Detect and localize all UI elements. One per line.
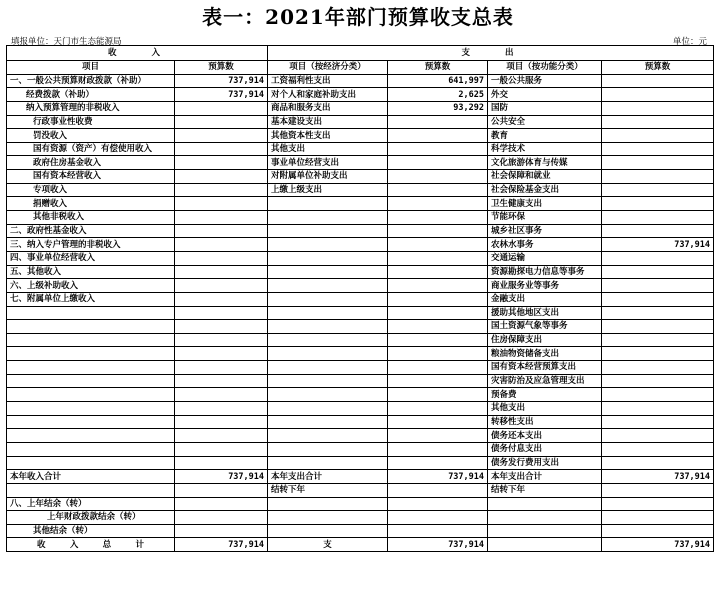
econ-item-cell (268, 238, 388, 252)
income-value-cell (175, 306, 268, 320)
carryover-row (7, 483, 714, 497)
income-value-cell (175, 292, 268, 306)
prior-other-label: 其他结余（转） (7, 524, 175, 538)
income-value-cell (175, 456, 268, 470)
income-value-cell (175, 197, 268, 211)
func-item-cell: 教育 (488, 129, 602, 143)
income-item-cell (7, 320, 175, 334)
income-item-cell (7, 306, 175, 320)
func-value-cell (602, 211, 714, 225)
econ-value-cell (388, 347, 488, 361)
econ-value-cell (388, 388, 488, 402)
func-value-cell (602, 456, 714, 470)
income-item-cell: 国有资源（资产）有偿使用收入 (7, 142, 175, 156)
econ-item-cell (268, 279, 388, 293)
func-item-cell: 金融支出 (488, 292, 602, 306)
grand-income-value: 737,914 (175, 538, 268, 552)
econ-item-cell (268, 224, 388, 238)
econ-value-cell (388, 361, 488, 375)
prior-fiscal-row (7, 511, 714, 525)
econ-item-cell (268, 442, 388, 456)
table-row (7, 456, 714, 470)
income-item-cell: 政府住房基金收入 (7, 156, 175, 170)
func-item-cell: 债务付息支出 (488, 442, 602, 456)
income-item-cell: 捐赠收入 (7, 197, 175, 211)
econ-value-cell (388, 142, 488, 156)
income-value-cell (175, 402, 268, 416)
income-value-cell (175, 251, 268, 265)
page-title: 表一：2021年部门预算收支总表 (202, 5, 514, 29)
income-value-cell (175, 170, 268, 184)
func-value-cell (602, 279, 714, 293)
econ-item-cell (268, 265, 388, 279)
col-header-income-budget: 预算数 (175, 61, 268, 75)
econ-value-cell (388, 251, 488, 265)
table-row (7, 361, 714, 375)
income-value-cell (175, 361, 268, 375)
econ-value-cell (388, 170, 488, 184)
func-item-cell: 文化旅游体育与传媒 (488, 156, 602, 170)
income-value-cell (175, 211, 268, 225)
econ-item-cell: 商品和服务支出 (268, 101, 388, 115)
col-header-econ-budget: 预算数 (388, 61, 488, 75)
econ-value-cell (388, 306, 488, 320)
table-row (7, 388, 714, 402)
func-item-cell: 援助其他地区支出 (488, 306, 602, 320)
econ-item-cell (268, 306, 388, 320)
func-item-cell: 商业服务业等事务 (488, 279, 602, 293)
table-row (7, 429, 714, 443)
income-item-cell: 国有资本经营收入 (7, 170, 175, 184)
econ-value-cell (388, 115, 488, 129)
income-item-cell: 七、附属单位上缴收入 (7, 292, 175, 306)
func-value-cell (602, 374, 714, 388)
expenditure-section-header: 支 出 (268, 46, 714, 61)
column-header-row (7, 61, 714, 75)
col-header-func-item: 项目（按功能分类） (488, 61, 602, 75)
func-value-cell (602, 142, 714, 156)
col-header-func-budget: 预算数 (602, 61, 714, 75)
econ-value-cell (388, 211, 488, 225)
income-item-cell (7, 442, 175, 456)
table-row (7, 374, 714, 388)
func-item-cell: 科学技术 (488, 142, 602, 156)
func-value-cell (602, 129, 714, 143)
func-item-cell: 国防 (488, 101, 602, 115)
income-item-cell: 一、一般公共预算财政拨款（补助） (7, 74, 175, 88)
table-row (7, 279, 714, 293)
income-item-cell (7, 347, 175, 361)
table-row (7, 306, 714, 320)
econ-value-cell (388, 279, 488, 293)
income-total-label: 本年收入合计 (7, 470, 175, 484)
econ-value-cell (388, 442, 488, 456)
func-value-cell (602, 306, 714, 320)
income-value-cell (175, 129, 268, 143)
income-value-cell (175, 333, 268, 347)
econ-value-cell (388, 456, 488, 470)
table-row (7, 442, 714, 456)
func-value-cell (602, 115, 714, 129)
grand-econ-value: 737,914 (388, 538, 488, 552)
econ-value-cell (388, 183, 488, 197)
econ-item-cell (268, 402, 388, 416)
func-item-cell: 预备费 (488, 388, 602, 402)
func-value-cell (602, 170, 714, 184)
func-value-cell (602, 197, 714, 211)
grand-income-label: 收 入 总 计 (7, 538, 175, 552)
prior-other-row (7, 524, 714, 538)
income-item-cell (7, 374, 175, 388)
func-item-cell: 国土资源气象等事务 (488, 320, 602, 334)
func-value-cell (602, 265, 714, 279)
func-value-cell: 737,914 (602, 238, 714, 252)
prior-balance-row (7, 497, 714, 511)
income-value-cell (175, 279, 268, 293)
func-value-cell (602, 88, 714, 102)
income-item-cell: 四、事业单位经营收入 (7, 251, 175, 265)
prior-balance-label: 八、上年结余（转） (7, 497, 175, 511)
func-item-cell: 债务还本支出 (488, 429, 602, 443)
func-value-cell (602, 388, 714, 402)
income-item-cell (7, 388, 175, 402)
grand-func-value: 737,914 (602, 538, 714, 552)
income-item-cell (7, 415, 175, 429)
income-value-cell (175, 115, 268, 129)
econ-item-cell: 事业单位经营支出 (268, 156, 388, 170)
income-value-cell (175, 101, 268, 115)
income-value-cell (175, 388, 268, 402)
income-item-cell: 专项收入 (7, 183, 175, 197)
func-value-cell (602, 320, 714, 334)
econ-item-cell (268, 374, 388, 388)
func-value-cell (602, 251, 714, 265)
table-row (7, 211, 714, 225)
income-item-cell (7, 456, 175, 470)
income-section-header: 收 入 (7, 46, 268, 61)
income-item-cell: 其他非税收入 (7, 211, 175, 225)
func-item-cell: 其他支出 (488, 402, 602, 416)
table-row (7, 251, 714, 265)
func-item-cell: 债务发行费用支出 (488, 456, 602, 470)
table-row (7, 238, 714, 252)
econ-value-cell: 641,997 (388, 74, 488, 88)
func-value-cell (602, 402, 714, 416)
econ-item-cell (268, 320, 388, 334)
func-value-cell (602, 361, 714, 375)
income-item-cell: 二、政府性基金收入 (7, 224, 175, 238)
table-row (7, 183, 714, 197)
table-row (7, 115, 714, 129)
func-value-cell (602, 292, 714, 306)
col-header-income-item: 项目 (7, 61, 175, 75)
econ-item-cell (268, 456, 388, 470)
func-value-cell (602, 101, 714, 115)
econ-value-cell (388, 415, 488, 429)
col-header-econ-item: 项目（按经济分类） (268, 61, 388, 75)
econ-item-cell (268, 388, 388, 402)
table-row (7, 265, 714, 279)
budget-table (6, 45, 714, 552)
econ-item-cell (268, 347, 388, 361)
func-item-cell: 资源勘探电力信息等事务 (488, 265, 602, 279)
func-item-cell: 国有资本经营预算支出 (488, 361, 602, 375)
table-row (7, 88, 714, 102)
func-item-cell: 农林水事务 (488, 238, 602, 252)
econ-total-label: 本年支出合计 (268, 470, 388, 484)
econ-value-cell (388, 402, 488, 416)
section-header-row (7, 46, 714, 61)
total-row (7, 470, 714, 484)
income-value-cell (175, 142, 268, 156)
table-row (7, 101, 714, 115)
func-item-cell: 粮油物资储备支出 (488, 347, 602, 361)
econ-value-cell (388, 292, 488, 306)
func-item-cell: 公共安全 (488, 115, 602, 129)
econ-item-cell: 上缴上级支出 (268, 183, 388, 197)
func-value-cell (602, 347, 714, 361)
table-row (7, 156, 714, 170)
func-item-cell: 住房保障支出 (488, 333, 602, 347)
func-item-cell: 转移性支出 (488, 415, 602, 429)
income-value-cell (175, 183, 268, 197)
econ-item-cell: 工资福利性支出 (268, 74, 388, 88)
econ-value-cell (388, 265, 488, 279)
func-total-label: 本年支出合计 (488, 470, 602, 484)
income-item-cell: 经费拨款（补助） (7, 88, 175, 102)
econ-item-cell: 其他资本性支出 (268, 129, 388, 143)
income-item-cell (7, 429, 175, 443)
func-value-cell (602, 429, 714, 443)
econ-item-cell (268, 429, 388, 443)
econ-carryover-label: 结转下年 (268, 483, 388, 497)
econ-value-cell (388, 224, 488, 238)
func-item-cell: 社会保障和就业 (488, 170, 602, 184)
table-row (7, 415, 714, 429)
income-item-cell: 纳入预算管理的非税收入 (7, 101, 175, 115)
table-row (7, 74, 714, 88)
table-row (7, 129, 714, 143)
econ-item-cell (268, 292, 388, 306)
econ-value-cell: 93,292 (388, 101, 488, 115)
income-value-cell (175, 320, 268, 334)
func-value-cell (602, 74, 714, 88)
func-total-value: 737,914 (602, 470, 714, 484)
income-item-cell (7, 402, 175, 416)
table-row (7, 224, 714, 238)
income-value-cell: 737,914 (175, 88, 268, 102)
econ-item-cell: 其他支出 (268, 142, 388, 156)
econ-value-cell (388, 374, 488, 388)
income-value-cell (175, 442, 268, 456)
func-item-cell: 城乡社区事务 (488, 224, 602, 238)
func-value-cell (602, 224, 714, 238)
econ-item-cell (268, 361, 388, 375)
income-value-cell (175, 156, 268, 170)
income-value-cell (175, 347, 268, 361)
income-item-cell: 三、纳入专户管理的非税收入 (7, 238, 175, 252)
func-value-cell (602, 156, 714, 170)
grand-expenditure-label: 支 (268, 538, 388, 552)
table-row (7, 347, 714, 361)
table-row (7, 402, 714, 416)
grand-total-row (7, 538, 714, 552)
table-row (7, 320, 714, 334)
func-value-cell (602, 183, 714, 197)
income-total-value: 737,914 (175, 470, 268, 484)
func-item-cell: 灾害防治及应急管理支出 (488, 374, 602, 388)
income-item-cell: 行政事业性收费 (7, 115, 175, 129)
econ-value-cell: 2,625 (388, 88, 488, 102)
income-value-cell (175, 238, 268, 252)
table-row (7, 142, 714, 156)
econ-item-cell: 对个人和家庭补助支出 (268, 88, 388, 102)
econ-item-cell (268, 333, 388, 347)
table-row (7, 292, 714, 306)
func-item-cell: 交通运输 (488, 251, 602, 265)
income-value-cell (175, 265, 268, 279)
income-value-cell: 737,914 (175, 74, 268, 88)
func-item-cell: 一般公共服务 (488, 74, 602, 88)
currency-unit: 单位：元 (672, 37, 707, 47)
income-item-cell: 五、其他收入 (7, 265, 175, 279)
econ-value-cell (388, 333, 488, 347)
func-item-cell: 社会保险基金支出 (488, 183, 602, 197)
econ-item-cell (268, 415, 388, 429)
func-value-cell (602, 333, 714, 347)
econ-item-cell: 对附属单位补助支出 (268, 170, 388, 184)
func-item-cell: 节能环保 (488, 211, 602, 225)
table-row (7, 170, 714, 184)
econ-value-cell (388, 429, 488, 443)
reporting-unit: 填报单位：天门市生态能源局 (11, 37, 122, 47)
table-row (7, 333, 714, 347)
econ-value-cell (388, 320, 488, 334)
econ-value-cell (388, 156, 488, 170)
econ-value-cell (388, 129, 488, 143)
table-row (7, 197, 714, 211)
income-value-cell (175, 429, 268, 443)
econ-item-cell (268, 251, 388, 265)
income-value-cell (175, 415, 268, 429)
income-item-cell: 罚没收入 (7, 129, 175, 143)
econ-value-cell (388, 238, 488, 252)
func-carryover-label: 结转下年 (488, 483, 602, 497)
econ-item-cell (268, 197, 388, 211)
income-item-cell (7, 361, 175, 375)
func-value-cell (602, 415, 714, 429)
income-item-cell (7, 333, 175, 347)
econ-item-cell (268, 211, 388, 225)
func-item-cell: 卫生健康支出 (488, 197, 602, 211)
income-value-cell (175, 224, 268, 238)
econ-total-value: 737,914 (388, 470, 488, 484)
prior-fiscal-label: 上年财政拨款结余（转） (7, 511, 175, 525)
income-value-cell (175, 374, 268, 388)
func-value-cell (602, 442, 714, 456)
econ-value-cell (388, 197, 488, 211)
func-item-cell: 外交 (488, 88, 602, 102)
income-item-cell: 六、上级补助收入 (7, 279, 175, 293)
econ-item-cell: 基本建设支出 (268, 115, 388, 129)
